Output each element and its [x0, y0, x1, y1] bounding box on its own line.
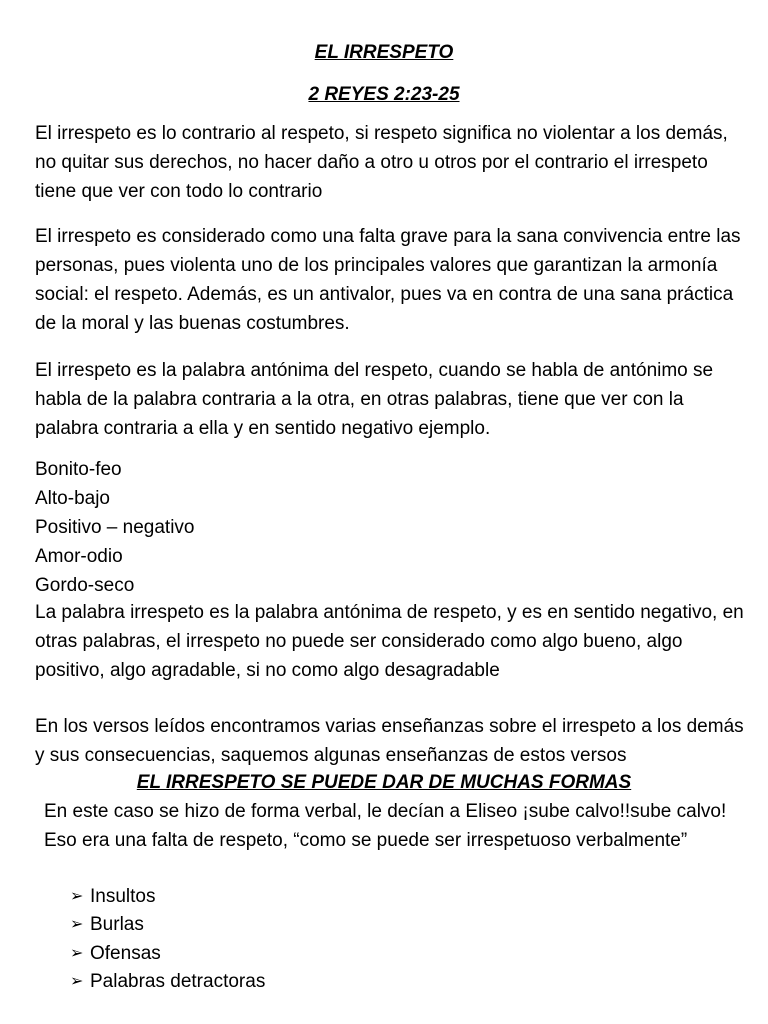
arrow-bullet-icon: ➢: [70, 944, 84, 962]
arrow-bullet-icon: ➢: [70, 887, 84, 905]
document-title: EL IRRESPETO: [314, 42, 454, 63]
paragraph-verses: En los versos leídos encontramos varias enseñanzas sobre el irrespeto a los demás y sus consecuencias, saquemos algunas enseñanzas de estos versos: [35, 716, 744, 766]
antonym-pair: Positivo – negativo: [35, 517, 195, 538]
list-item: [70, 968, 265, 997]
list-item-label: Insultos: [90, 885, 156, 907]
list-item: [70, 939, 265, 968]
antonym-pair: Bonito-feo: [35, 459, 122, 480]
antonym-pair: Alto-bajo: [35, 488, 110, 509]
list-item: [70, 882, 265, 911]
paragraph-3: El irrespeto es la palabra antónima del respeto, cuando se habla de antónimo se habla de la palabra contraria a la otra, en otras palabras, tiene que ver con la palabra contraria a ella y en sentido negativo ejemplo.: [35, 360, 714, 439]
antonym-pair: Amor-odio: [35, 546, 123, 567]
paragraph-1: El irrespeto es lo contrario al respeto, si respeto significa no violentar a los demás, no quitar sus derechos, no hacer daño a otro u otros por el contrario el irrespeto tiene que ver con todo lo contrario: [35, 123, 728, 202]
bible-reference: 2 REYES 2:23-25: [308, 84, 460, 105]
section-heading: EL IRRESPETO SE PUEDE DAR DE MUCHAS FORMAS: [136, 772, 632, 793]
list-item-label: Burlas: [90, 914, 144, 936]
paragraph-antonym-explanation: La palabra irrespeto es la palabra antónima de respeto, y es en sentido negativo, en otras palabras, el irrespeto no puede ser considerado como algo bueno, algo positivo, algo agradable, si no como algo desagradable: [35, 602, 744, 681]
arrow-bullet-icon: ➢: [70, 916, 84, 934]
bullet-list: [70, 882, 265, 996]
list-item-label: Ofensas: [90, 942, 161, 964]
antonym-pair: Gordo-seco: [35, 575, 135, 596]
section-text: En este caso se hizo de forma verbal, le decían a Eliseo ¡sube calvo!!sube calvo! Eso era una falta de respeto, “como se puede ser irrespetuoso verbalmente”: [44, 801, 727, 851]
list-item: [70, 911, 265, 940]
paragraph-2: El irrespeto es considerado como una falta grave para la sana convivencia entre las personas, pues violenta uno de los principales valores que garantizan la armonía social: el respeto. Además, es un antivalor, pues va en contra de una sana práctica de la moral y las buenas costumbres.: [35, 226, 741, 334]
antonym-list: [35, 455, 745, 600]
list-item-label: Palabras detractoras: [90, 971, 266, 993]
arrow-bullet-icon: ➢: [70, 973, 84, 991]
